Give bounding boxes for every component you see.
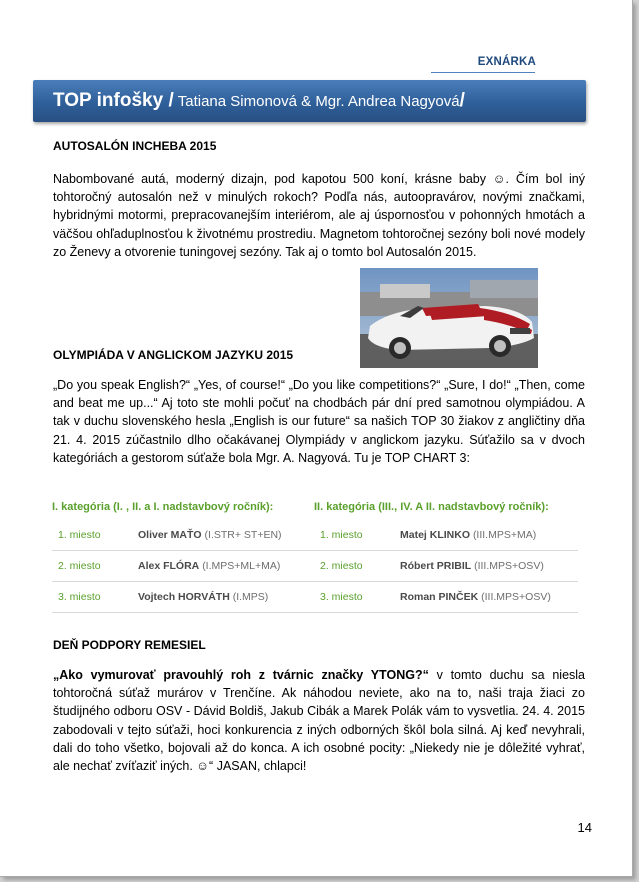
section-heading-remesiel: DEŇ PODPORY REMESIEL	[53, 638, 206, 652]
ranking-category-1	[52, 494, 316, 613]
ranking-name: Roman PINČEK	[400, 591, 479, 603]
running-head-rule	[431, 72, 535, 73]
ranking-detail: (I.MPS+ML+MA)	[202, 560, 281, 572]
banner-closing-slash: /	[459, 90, 465, 111]
title-banner	[33, 80, 586, 122]
section-lead-remesiel: „Ako vymurovať pravouhlý roh z tvárnic značky YTONG?“	[53, 668, 429, 682]
ranking-place: 3. miesto	[58, 591, 101, 603]
ranking-row	[314, 551, 578, 582]
car-photo	[360, 268, 538, 368]
ranking-place: 3. miesto	[320, 591, 363, 603]
ranking-name: Vojtech HORVÁTH	[138, 591, 230, 603]
ranking-name: Alex FLÓRA	[138, 560, 200, 572]
section-heading-autosalon: AUTOSALÓN INCHEBA 2015	[53, 139, 217, 153]
banner-title: TOP infošky /	[53, 90, 174, 111]
ranking-place: 2. miesto	[58, 560, 101, 572]
section-text-autosalon: Nabombované autá, moderný dizajn, pod kapotou 500 koní, krásne baby ☺. Čím bol iný tohtoročný autosalón než v minulých rokoch? Podľa nás, autoopravárov, novými značkami, hybridnými motormi, prepracovanejším interiérom, ale aj úspornosťou v pohonných hmotách a väčšou ohľaduplnosťou k životnému prostrediu. Magnetom tohtoročnej sezóny boli nové modely zo Ženevy a otvorenie tuningovej sezóny. Tak aj o tomto bol Autosalón 2015.	[53, 172, 585, 259]
ranking-row	[52, 582, 316, 613]
page-number: 14	[577, 820, 592, 835]
ranking-row	[52, 551, 316, 582]
ranking-detail: (I.STR+ ST+EN)	[204, 529, 282, 541]
ranking-place: 2. miesto	[320, 560, 363, 572]
ranking-row	[52, 520, 316, 551]
section-text-olympiada: „Do you speak English?“ „Yes, of course!“ „Do you like competitions?“ „Sure, I do!“ „Then, come and beat me up...“ Aj toto ste mohli počuť na chodbách pár dní pred samotnou olympiádou. A tak v duchu slovenského hesla „English is our future“ sa našich TOP 30 žiakov z angličtiny dňa 21. 4. 2015 zúčastnilo dlho očakávanej Olympiády v anglickom jazyku. Súťažilo sa v dvoch kategóriách a gestorom súťaže bola Mgr. A. Nagyová. Tu je TOP CHART 3:	[53, 378, 585, 465]
convertible-car-image	[360, 268, 538, 368]
ranking-detail: (III.MPS+MA)	[472, 529, 537, 541]
section-heading-olympiada: OLYMPIÁDA V ANGLICKOM JAZYKU 2015	[53, 348, 294, 362]
ranking-detail: (III.MPS+OSV)	[474, 560, 544, 572]
ranking-detail: (I.MPS)	[232, 591, 269, 603]
ranking-heading: II. kategória (III., IV. A II. nadstavbový ročník):	[314, 501, 549, 513]
ranking-row	[314, 520, 578, 551]
section-body-remesiel: v tomto duchu sa niesla tohtoročná súťaž murárov v Trenčíne. Ak náhodou neviete, ako na to, naši traja žiaci zo študijného odboru OSV - Dávid Boldiš, Jakub Cibák a Marek Polák vám to vysvetlia. 24. 4. 2015 zabodovali v tejto súťaži, hoci konkurencia z iných odborných škôl bola silná. Aj keď nevyhrali, dali do toho všetko, bojovali až do konca. A ich osobné pocity: „Niekedy nie je dôležité vyhrať, ale nechať zvíťaziť iných. ☺“ JASAN, chlapci!	[53, 668, 585, 774]
running-head: EXNÁRKA	[477, 56, 536, 68]
ranking-place: 1. miesto	[58, 529, 101, 541]
ranking-row	[314, 582, 578, 613]
ranking-detail: (III.MPS+OSV)	[481, 591, 551, 603]
ranking-name: Matej KLINKO	[400, 529, 471, 541]
ranking-name: Róbert PRIBIL	[400, 560, 472, 572]
ranking-heading: I. kategória (I. , II. a I. nadstavbový ročník):	[52, 501, 274, 513]
ranking-category-2	[314, 494, 578, 613]
ranking-place: 1. miesto	[320, 529, 363, 541]
section-text-remesiel	[53, 666, 585, 775]
banner-authors: Tatiana Simonová & Mgr. Andrea Nagyová	[177, 92, 460, 110]
ranking-name: Oliver MAŤO	[138, 529, 202, 541]
